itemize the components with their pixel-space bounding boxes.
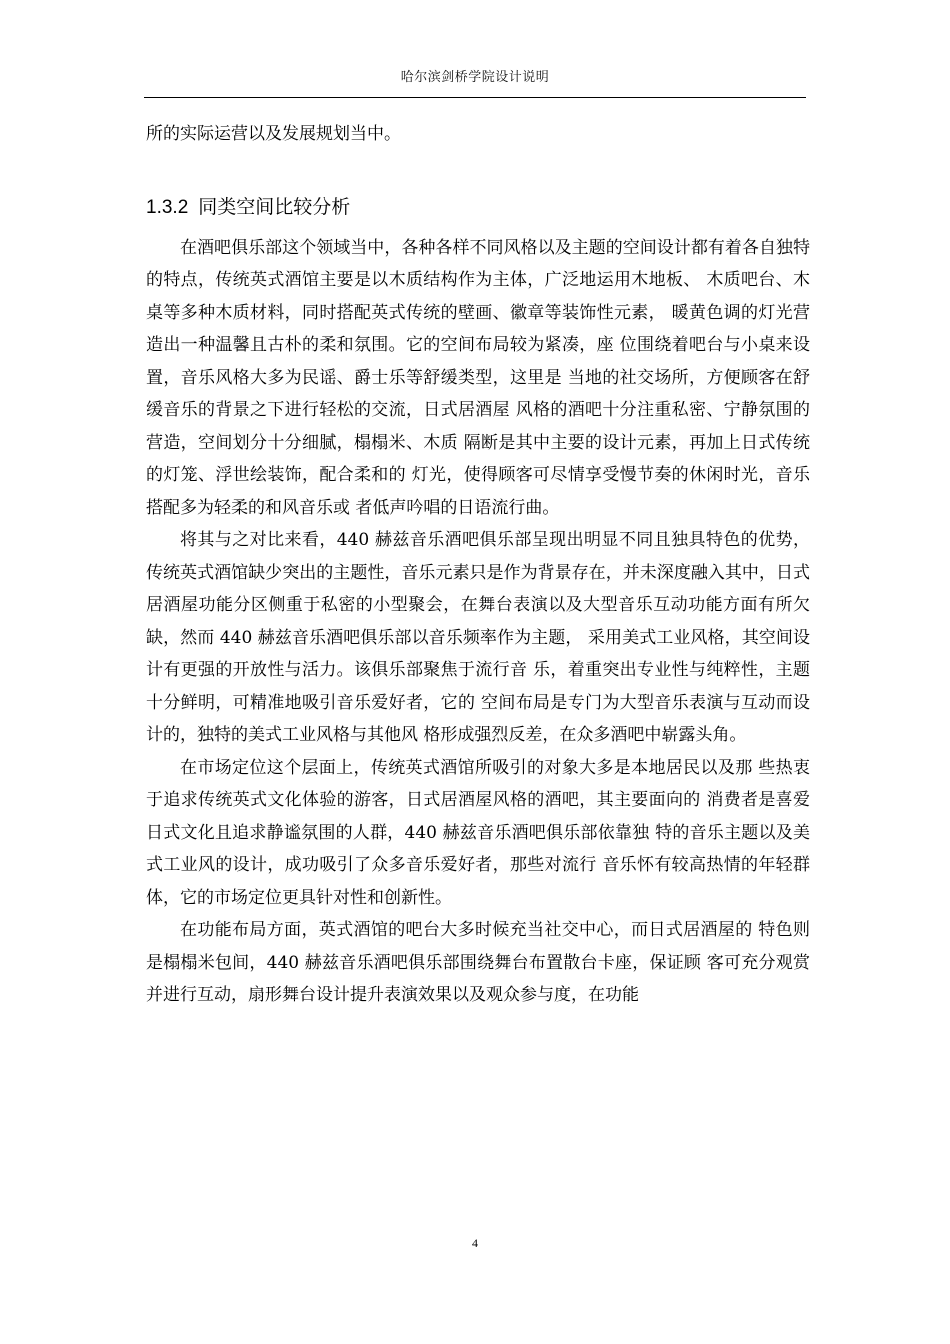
paragraph: 在功能布局方面，英式酒馆的吧台大多时候充当社交中心，而日式居酒屋的 特色则是榻榻米包间，440 赫兹音乐酒吧俱乐部围绕舞台布置散台卡座，保证顾 客可充分观赏并进行互动，扇形舞台设计提升表演效果以及观众参与度，在功能 (146, 920, 810, 1005)
header-divider (144, 97, 806, 98)
running-header-title: 哈尔滨剑桥学院设计说明 (400, 70, 550, 85)
continued-paragraph-line: 所的实际运营以及发展规划当中。 (146, 124, 401, 144)
page-number: 4 (472, 1236, 478, 1250)
section-number: 1.3.2 (146, 196, 189, 218)
paragraph: 在酒吧俱乐部这个领域当中，各种各样不同风格以及主题的空间设计都有着各自独特的特点，传统英式酒馆主要是以木质结构作为主体，广泛地运用木地板、 木质吧台、木桌等多种木质材料，同时搭配英式传统的壁画、徽章等装饰性元素， 暖黄色调的灯光营造出一种温馨且古朴的柔和氛围。它的空间布局较为紧凑，座 位围绕着吧台与小桌来设置，音乐风格大多为民谣、爵士乐等舒缓类型，这里是 当地的社交场所，方便顾客在舒缓音乐的背景之下进行轻松的交流，日式居酒屋 风格的酒吧十分注重私密、宁静氛围的营造，空间划分十分细腻，榻榻米、木质 隔断是其中主要的设计元素，再加上日式传统的灯笼、浮世绘装饰，配合柔和的 灯光，使得顾客可尽情享受慢节奏的休闲时光，音乐搭配多为轻柔的和风音乐或 者低声吟唱的日语流行曲。 (146, 237, 810, 518)
section-heading (146, 151, 810, 232)
body-text (146, 118, 810, 1012)
paragraph: 在市场定位这个层面上，传统英式酒馆所吸引的对象大多是本地居民以及那 些热衷于追求传统英式文化体验的游客，日式居酒屋风格的酒吧，其主要面向的 消费者是喜爱日式文化且追求静谧氛围的人群，440 赫兹音乐酒吧俱乐部依靠独 特的音乐主题以及美式工业风的设计，成功吸引了众多音乐爱好者，那些对流行 音乐怀有较高热情的年轻群体，它的市场定位更具针对性和创新性。 (146, 757, 810, 908)
section-title: 同类空间比较分析 (198, 195, 351, 218)
paragraph: 将其与之对比来看，440 赫兹音乐酒吧俱乐部呈现出明显不同且独具特色的优势，传统英式酒馆缺少突出的主题性，音乐元素只是作为背景存在，并未深度融入其中，日式居酒屋功能分区侧重于私密的小型聚会，在舞台表演以及大型音乐互动功能方面有所欠缺，然而 440 赫兹音乐酒吧俱乐部以音乐频率作为主题， 采用美式工业风格，其空间设计有更强的开放性与活力。该俱乐部聚焦于流行音 乐，着重突出专业性与纯粹性，主题十分鲜明，可精准地吸引音乐爱好者，它的 空间布局是专门为大型音乐表演与互动而设计的，独特的美式工业风格与其他风 格形成强烈反差，在众多酒吧中崭露头角。 (146, 530, 810, 745)
